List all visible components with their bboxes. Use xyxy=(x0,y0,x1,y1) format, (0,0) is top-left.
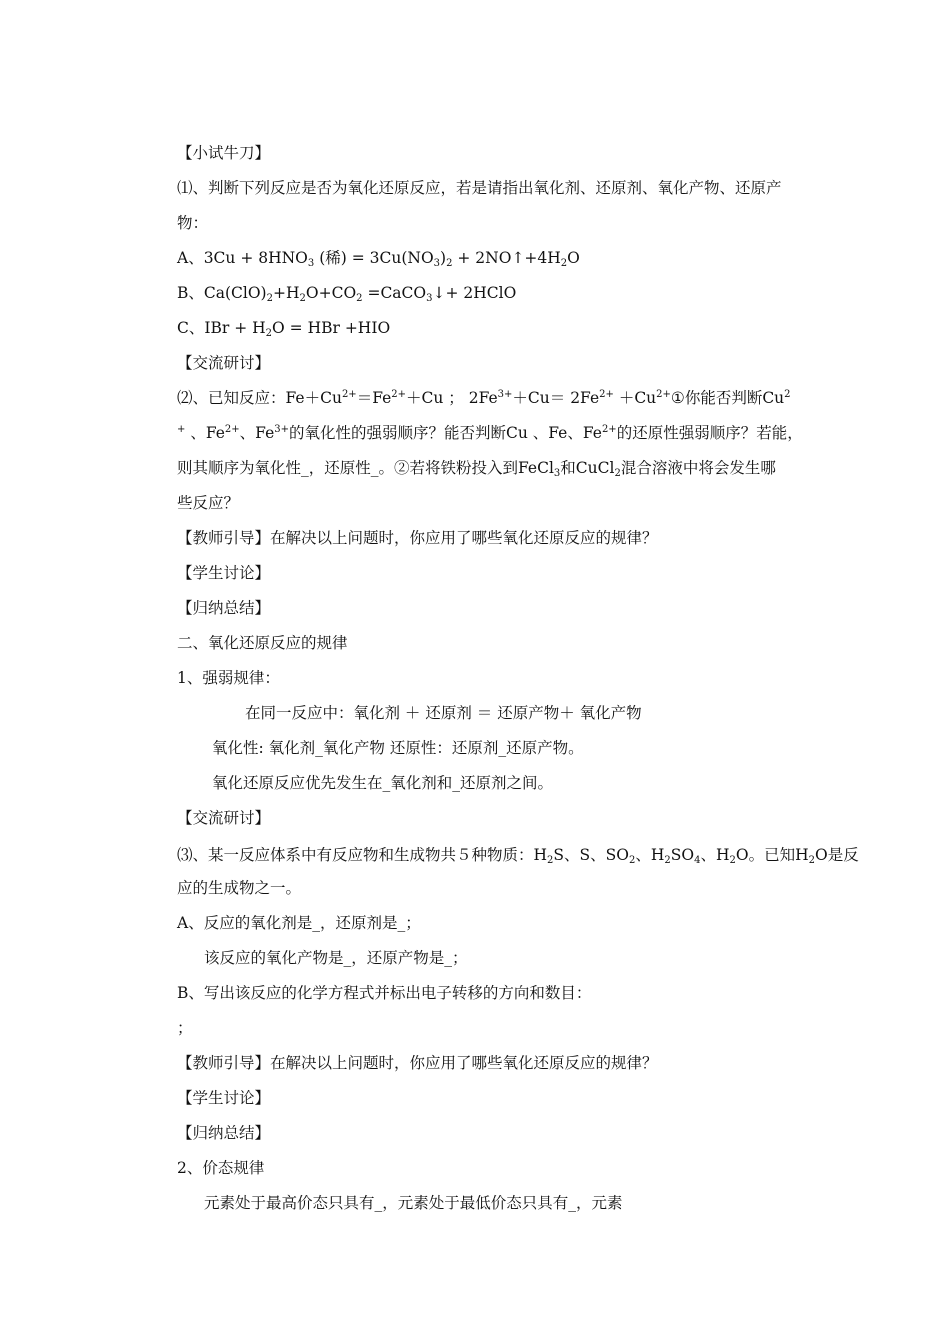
section-heading-discussion-2: 【交流研讨】 xyxy=(177,809,271,827)
question-2-line-4: 些反应？ xyxy=(177,494,240,512)
teacher-guidance-1: 【教师引导】在解决以上问题时，你应用了哪些氧化还原反应的规律？ xyxy=(177,529,658,547)
rule-1-equation: 在同一反应中：氧化剂 ＋ 还原剂 ＝ 还原产物＋ 氧化产物 xyxy=(245,704,642,722)
question-3-part-b: B、写出该反应的化学方程式并标出电子转移的方向和数目： xyxy=(177,984,592,1002)
summary-2: 【归纳总结】 xyxy=(177,1124,271,1142)
question-2-line-1: ⑵、已知反应：$Fe+Cu^{2+}=Fe^{2+}+Cu$ ； $2Fe^{3+}+Cu= 2Fe^{2+}$ $+Cu^{2+}①$你能否判断Cu$^2$ xyxy=(177,389,791,407)
question-3-part-a-cont: 该反应的氧化产物是_，还原产物是_； xyxy=(204,949,468,967)
rule-1-title: 1、强弱规律： xyxy=(177,669,280,687)
question-3-line-1: ⑶、某一反应体系中有反应物和生成物共５种物质：$H_2S$、S、$SO_2$、$H_2SO_4$、$H_2O$。已知$H_2O$是反 xyxy=(177,846,859,866)
question-3-part-a: A、反应的氧化剂是_，还原剂是_； xyxy=(177,914,421,932)
rule-2-title: 2、价态规律 xyxy=(177,1159,265,1177)
teacher-guidance-2: 【教师引导】在解决以上问题时，你应用了哪些氧化还原反应的规律？ xyxy=(177,1054,658,1072)
question-2-line-3: 则其顺序为氧化性_，还原性_。②若将铁粉投入到FeCl$_3$和CuCl$_2$混合溶液中将会发生哪 xyxy=(177,459,776,479)
rule-2-text: 元素处于最高价态只具有_，元素处于最低价态只具有_，元素 xyxy=(204,1194,623,1212)
rule-1-comparison: 氧化性: 氧化剂_氧化产物 还原性：还原剂_还原产物。 xyxy=(212,739,584,757)
rule-1-priority: 氧化还原反应优先发生在_氧化剂和_还原剂之间。 xyxy=(212,774,554,792)
section-title-rules: 二、氧化还原反应的规律 xyxy=(177,634,348,652)
answer-placeholder: ； xyxy=(177,1019,193,1037)
reaction-a: A、$3Cu + 8HNO_3$ (稀) = $3Cu(NO_3)_2$ + $2NO↑+4H_2O$ xyxy=(177,249,580,269)
summary-1: 【归纳总结】 xyxy=(177,599,271,617)
section-heading-practice: 【小试牛刀】 xyxy=(177,144,271,162)
question-3-line-2: 应的生成物之一。 xyxy=(177,879,302,897)
question-1-text-cont: 物： xyxy=(177,214,209,232)
student-discussion-1: 【学生讨论】 xyxy=(177,564,271,582)
question-2-line-2: + 、$Fe^{2+}$、$Fe^{3+}$的氧化性的强弱顺序？能否判断Cu 、Fe、$Fe^{2+}$的还原性强弱顺序？若能， xyxy=(177,424,803,442)
student-discussion-2: 【学生讨论】 xyxy=(177,1089,271,1107)
question-1-text: ⑴、判断下列反应是否为氧化还原反应，若是请指出氧化剂、还原剂、氧化产物、还原产 xyxy=(177,179,782,197)
reaction-c: C、IBr + $H_2O$ = HBr +HIO xyxy=(177,319,391,339)
section-heading-discussion: 【交流研讨】 xyxy=(177,354,271,372)
reaction-b: B、$Ca(ClO)_2+H_2O+CO_2$ =CaCO$_3$↓+ 2HClO xyxy=(177,284,517,304)
